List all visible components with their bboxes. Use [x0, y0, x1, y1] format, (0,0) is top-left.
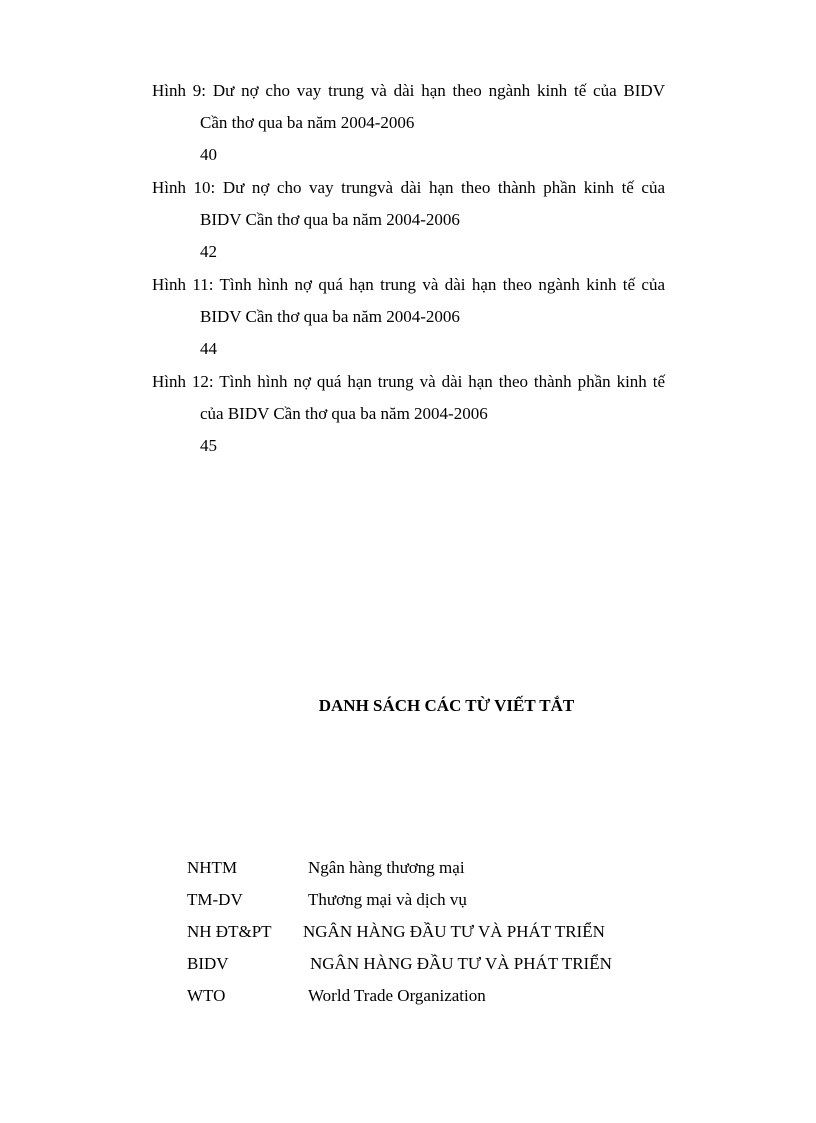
abbreviation-term: NHTM — [187, 858, 238, 877]
figure-title-continuation: BIDV Cần thơ qua ba năm 2004-2006 — [200, 210, 460, 229]
abbreviation-term: WTO — [187, 986, 226, 1005]
figure-page-number: 40 — [200, 145, 217, 164]
abbreviations-list — [187, 858, 667, 1018]
abbreviation-term: TM-DV — [187, 890, 243, 909]
figure-page-number: 42 — [200, 242, 217, 261]
figure-title: Hình 11: Tình hình nợ quá hạn trung và dài hạn theo ngành kinh tế của — [152, 275, 665, 294]
figure-page-number: 44 — [200, 339, 217, 358]
abbreviation-meaning: Ngân hàng thương mại — [308, 858, 465, 877]
figure-title: Hình 12: Tình hình nợ quá hạn trung và dài hạn theo thành phần kinh tế — [152, 372, 665, 391]
figure-entry-9 — [152, 81, 665, 165]
figure-title: Hình 9: Dư nợ cho vay trung và dài hạn theo ngành kinh tế của BIDV — [152, 81, 665, 100]
figure-title: Hình 10: Dư nợ cho vay trungvà dài hạn theo thành phần kinh tế của — [152, 178, 665, 197]
figure-title-continuation: BIDV Cần thơ qua ba năm 2004-2006 — [200, 307, 460, 326]
figure-title-continuation: của BIDV Cần thơ qua ba năm 2004-2006 — [200, 404, 488, 423]
abbreviation-row — [187, 922, 667, 942]
abbreviation-row — [187, 858, 667, 878]
figure-entry-11 — [152, 275, 665, 359]
abbreviation-row — [187, 890, 667, 910]
figure-page-number: 45 — [200, 436, 217, 455]
abbreviation-meaning: NGÂN HÀNG ĐẦU TƯ VÀ PHÁT TRIỂN — [310, 954, 612, 973]
abbreviations-heading: DANH SÁCH CÁC TỪ VIẾT TẮT — [318, 696, 575, 715]
abbreviation-term: NH ĐT&PT — [187, 922, 272, 941]
abbreviation-row — [187, 954, 667, 974]
abbreviation-meaning: NGÂN HÀNG ĐẦU TƯ VÀ PHÁT TRIỂN — [303, 922, 605, 941]
abbreviation-term: BIDV — [187, 954, 229, 973]
figure-entry-10 — [152, 178, 665, 262]
abbreviation-row — [187, 986, 667, 1006]
figure-title-continuation: Cần thơ qua ba năm 2004-2006 — [200, 113, 415, 132]
abbreviation-meaning: World Trade Organization — [308, 986, 486, 1005]
figure-entry-12 — [152, 372, 665, 456]
abbreviation-meaning: Thương mại và dịch vụ — [308, 890, 467, 909]
